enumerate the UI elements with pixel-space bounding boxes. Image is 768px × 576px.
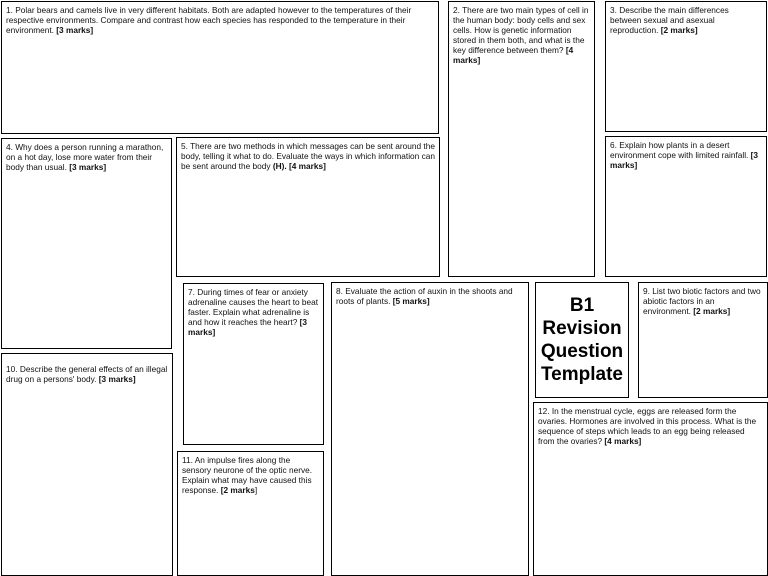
question-box-6 (605, 136, 767, 277)
question-6-text: 6. Explain how plants in a desert environment cope with limited rainfall. [3 marks] (610, 140, 759, 170)
question-box-12 (533, 402, 768, 576)
question-box-4 (1, 138, 172, 349)
question-8-marks: [5 marks] (392, 296, 430, 306)
question-box-7 (183, 283, 324, 445)
question-10-text: 10. Describe the general effects of an illegal drug on a persons' body. [3 marks] (6, 364, 168, 384)
question-box-2 (448, 1, 595, 277)
page-title (541, 294, 623, 386)
question-box-3 (605, 1, 767, 132)
question-9-marks: [2 marks] (693, 306, 731, 316)
question-box-11 (177, 451, 324, 576)
question-6-marks: [3 marks] (610, 150, 759, 170)
question-box-10 (1, 353, 173, 576)
question-5-marks: [4 marks] (288, 161, 326, 171)
title-line-4: Template (540, 364, 623, 385)
question-4-marks: [3 marks] (69, 162, 107, 172)
question-12-marks: [4 marks] (604, 436, 642, 446)
question-7-marks: [3 marks] (188, 317, 308, 337)
question-3-marks: [2 marks] (660, 25, 698, 35)
question-12-text: 12. In the menstrual cycle, eggs are released form the ovaries. Hormones are involved in this process. What is the sequence of steps which leads to an egg being released from the ovaries? [4 marks] (538, 406, 757, 446)
question-box-8 (331, 282, 529, 576)
title-line-1: B1 (569, 295, 595, 316)
question-box-9 (638, 282, 768, 398)
question-11-text: 11. An impulse fires along the sensory neurone of the optic nerve. Explain what may have caused this response. [2 marks] (182, 455, 313, 495)
question-10-marks: [3 marks] (98, 374, 136, 384)
question-11-marks: [2 marks (220, 485, 255, 495)
title-box (535, 282, 629, 398)
question-1-text: 1. Polar bears and camels live in very different habitats. Both are adapted however to the temperatures of their respective environments. Compare and contrast how each species has responded to the temperature in their environment. [3 marks] (6, 5, 412, 35)
question-5-highlight: (H). (272, 161, 287, 171)
question-9-text: 9. List two biotic factors and two abiotic factors in an environment. [2 marks] (643, 286, 761, 316)
question-5-text: 5. There are two methods in which messages can be sent around the body, telling it what to do. Evaluate the ways in which information can be sent around the body (H). [4 marks] (181, 141, 435, 171)
question-box-5 (176, 137, 440, 277)
title-line-2: Revision (542, 318, 622, 339)
question-box-1 (1, 1, 439, 134)
question-7-text: 7. During times of fear or anxiety adrenaline causes the heart to beat faster. Explain what adrenaline is and how it reaches the heart? [3 marks] (188, 287, 319, 337)
question-4-text: 4. Why does a person running a marathon, on a hot day, lose more water from their body than usual. [3 marks] (6, 142, 164, 172)
question-2-marks: [4 marks] (453, 45, 574, 65)
question-1-marks: [3 marks] (56, 25, 94, 35)
question-11-marks-tail: ] (254, 485, 258, 495)
title-line-3: Question (540, 341, 624, 362)
question-3-text: 3. Describe the main differences between sexual and asexual reproduction. [2 marks] (610, 5, 729, 35)
question-2-text: 2. There are two main types of cell in the human body: body cells and sex cells. How is genetic information stored in them both, and what is the key difference between them? [4 marks] (453, 5, 589, 65)
question-8-text: 8. Evaluate the action of auxin in the shoots and roots of plants. [5 marks] (336, 286, 513, 306)
